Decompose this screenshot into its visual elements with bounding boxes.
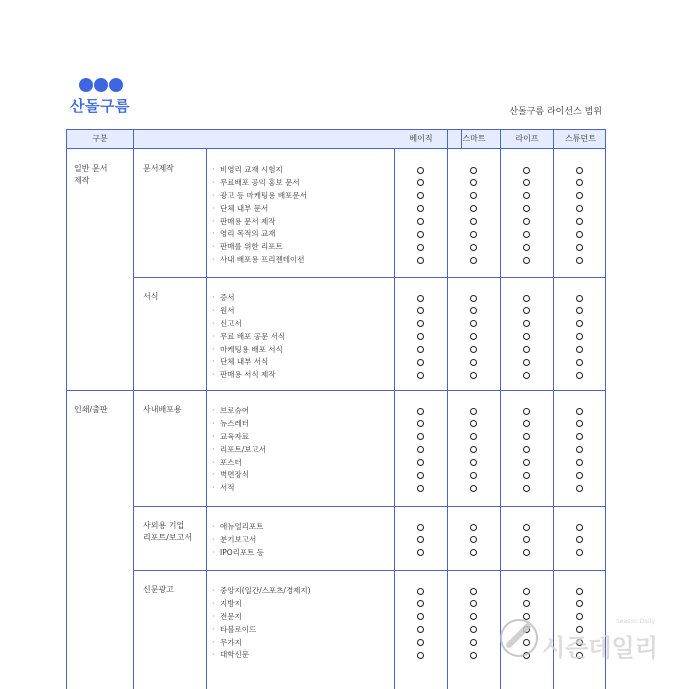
allowed-mark [470,179,477,186]
col-divider [500,149,501,689]
allowed-mark [576,600,583,607]
allowed-mark [470,420,477,427]
allowed-mark [523,346,530,353]
watermark [498,614,668,664]
allowed-mark [417,420,424,427]
usage-item: · 지방지 [212,598,311,611]
group-divider [133,506,606,507]
allowed-mark [576,420,583,427]
allowed-mark [523,320,530,327]
allowed-mark [470,626,477,633]
col-divider [66,149,67,689]
usage-item: · 교육자료 [212,431,266,444]
bullet-dot: · [212,534,215,544]
allowed-mark [523,307,530,314]
allowed-mark [576,167,583,174]
bullet-dot: · [212,624,215,634]
allowed-mark [417,192,424,199]
allowed-mark [523,549,530,556]
allowed-mark [470,244,477,251]
allowed-mark [417,588,424,595]
allowed-mark [417,485,424,492]
allowed-mark [417,218,424,225]
usage-list [212,585,311,662]
allowed-mark [576,307,583,314]
allowed-mark [523,588,530,595]
allowed-mark [417,433,424,440]
allowed-mark [417,524,424,531]
allowed-mark [576,295,583,302]
bullet-dot: · [212,611,215,621]
allowed-mark [417,536,424,543]
group-label: 서식 [143,292,159,301]
allowed-mark [470,639,477,646]
col-divider [553,149,554,689]
usage-item: · 리포트/보고서 [212,444,266,457]
allowed-mark [470,231,477,238]
allowed-mark [523,446,530,453]
allowed-mark [523,244,530,251]
logo-cloud-icon [79,78,123,92]
allowed-mark [523,372,530,379]
bullet-dot: · [212,293,215,302]
allowed-mark [576,446,583,453]
bullet-dot: · [212,357,215,367]
allowed-mark [576,346,583,353]
allowed-mark [523,192,530,199]
allowed-mark [523,205,530,212]
usage-item: · 타블로이드 [212,624,311,637]
allowed-mark [417,179,424,186]
usage-item: · 무료 배포 공문 서식 [212,331,285,344]
allowed-mark [470,652,477,659]
allowed-mark [576,459,583,466]
bullet-dot: · [212,457,215,467]
bullet-dot: · [212,242,215,252]
allowed-mark [417,320,424,327]
col-divider [394,149,395,689]
allowed-mark [523,295,530,302]
usage-item: · 영리 목적의 교재 [212,228,307,241]
allowed-mark [576,320,583,327]
allowed-mark [470,346,477,353]
bullet-dot: · [212,650,215,660]
allowed-mark [417,600,424,607]
allowed-mark [470,524,477,531]
bullet-dot: · [212,344,215,354]
allowed-mark [576,433,583,440]
allowed-mark [523,485,530,492]
group-label: 사내배포용 [143,405,182,414]
col-divider [133,149,134,689]
allowed-mark [417,472,424,479]
allowed-mark [417,549,424,556]
allowed-mark [576,359,583,366]
allowed-mark [470,536,477,543]
allowed-mark [417,639,424,646]
bullet-dot: · [212,470,215,480]
bullet-dot: · [212,370,215,380]
bullet-dot: · [212,444,215,454]
allowed-mark [523,179,530,186]
allowed-mark [470,257,477,264]
bullet-dot: · [212,598,215,608]
category-divider [66,390,606,391]
allowed-mark [417,626,424,633]
allowed-mark [470,408,477,415]
header-plan-basic: 베이직 [395,130,448,148]
usage-item: · 무료배포 공익 홍보 문서 [212,177,307,190]
allowed-mark [576,231,583,238]
header-plan-student: 스튜던트 [565,134,596,143]
allowed-mark [470,295,477,302]
allowed-mark [576,536,583,543]
group-label: 신문광고 [143,585,174,594]
allowed-mark [470,446,477,453]
bullet-dot: · [212,229,215,239]
group-divider [133,277,606,278]
watermark-text: 시즌데일리 [542,634,658,662]
usage-item: · IPO리포트 등 [212,547,264,560]
usage-item: · 광고 등 마케팅용 배포문서 [212,190,307,203]
col-divider [206,149,207,689]
allowed-mark [417,359,424,366]
allowed-mark [470,333,477,340]
allowed-mark [470,320,477,327]
bullet-dot: · [212,483,215,493]
allowed-mark [470,192,477,199]
allowed-mark [576,588,583,595]
allowed-mark [417,307,424,314]
allowed-mark [523,433,530,440]
bullet-dot: · [212,418,215,428]
document-title: 산돌구름 라이선스 범위 [509,107,602,117]
allowed-mark [523,333,530,340]
allowed-mark [576,485,583,492]
usage-item: · 증서 [212,292,285,305]
usage-item: · 무가지 [212,637,311,650]
allowed-mark [576,244,583,251]
bullet-dot: · [212,165,215,174]
col-divider [447,149,448,689]
allowed-mark [523,459,530,466]
allowed-mark [417,652,424,659]
allowed-mark [417,613,424,620]
allowed-mark [417,346,424,353]
group-divider [133,570,606,571]
allowed-mark [523,524,530,531]
license-table [66,129,606,689]
allowed-mark [470,307,477,314]
allowed-mark [523,420,530,427]
allowed-mark [470,205,477,212]
usage-list [212,521,264,560]
usage-item: · 단체 내부 문서 [212,203,307,216]
allowed-mark [417,295,424,302]
bullet-dot: · [212,255,215,265]
allowed-mark [523,536,530,543]
allowed-mark [470,459,477,466]
header-plan-smart: 스마트 [448,130,501,148]
allowed-mark [417,408,424,415]
usage-item: · 마케팅용 배포 서식 [212,344,285,357]
usage-item: · 판매를 위한 리포트 [212,241,307,254]
allowed-mark [523,218,530,225]
allowed-mark [470,549,477,556]
bullet-dot: · [212,522,215,531]
bullet-dot: · [212,318,215,328]
watermark-small-text: Season Daily [616,618,655,625]
usage-list [212,164,307,267]
allowed-mark [470,600,477,607]
allowed-mark [470,372,477,379]
allowed-mark [523,408,530,415]
allowed-mark [523,231,530,238]
allowed-mark [576,179,583,186]
allowed-mark [470,472,477,479]
bullet-dot: · [212,203,215,213]
logo [70,78,140,120]
usage-item: · 신고서 [212,318,285,331]
allowed-mark [417,231,424,238]
allowed-mark [470,359,477,366]
allowed-mark [576,472,583,479]
allowed-mark [470,588,477,595]
usage-item: · 벽면장식 [212,469,266,482]
usage-item: · 서적 [212,482,266,495]
bullet-dot: · [212,637,215,647]
usage-item: · 판매용 문서 제작 [212,216,307,229]
usage-item: · 분기보고서 [212,534,264,547]
usage-item: · 단체 내부 서식 [212,356,285,369]
usage-item: · 판매용 서식 제작 [212,369,285,382]
allowed-mark [523,359,530,366]
usage-item: · 사내 배포용 프리젠테이션 [212,254,307,267]
allowed-mark [417,205,424,212]
header-category: 구분 [67,130,134,148]
usage-item: · 대학신문 [212,649,311,662]
allowed-mark [417,459,424,466]
usage-item: · 비영리 교재 시험지 [212,164,307,177]
table-header [66,129,606,149]
bullet-dot: · [212,305,215,315]
group-label: 사외용 기업 리포트/보고서 [143,521,193,542]
allowed-mark [523,472,530,479]
allowed-mark [417,333,424,340]
group-label: 문서제작 [143,164,174,173]
usage-item: · 뉴스레터 [212,418,266,431]
allowed-mark [417,446,424,453]
allowed-mark [576,257,583,264]
bullet-dot: · [212,216,215,226]
allowed-mark [523,600,530,607]
usage-item: · 포스터 [212,457,266,470]
allowed-mark [417,372,424,379]
allowed-mark [523,257,530,264]
bullet-dot: · [212,406,215,415]
allowed-mark [576,549,583,556]
usage-item: · 중앙지(일간/스포츠/경제지) [212,585,311,598]
bullet-dot: · [212,547,215,557]
col-divider [605,149,606,689]
allowed-mark [417,167,424,174]
header-plan-life: 라이프 [501,130,554,148]
usage-list [212,405,266,495]
category-label: 일반 문서 제작 [74,164,108,185]
allowed-mark [523,167,530,174]
bullet-dot: · [212,190,215,200]
usage-list [212,292,285,382]
allowed-mark [470,485,477,492]
usage-item: · 원서 [212,305,285,318]
category-label: 인쇄/출판 [74,405,108,414]
allowed-mark [576,218,583,225]
logo-text: 산돌구름 [70,97,130,115]
allowed-mark [470,167,477,174]
allowed-mark [417,257,424,264]
bullet-dot: · [212,177,215,187]
bullet-dot: · [212,431,215,441]
usage-item: · 브로슈어 [212,405,266,418]
allowed-mark [576,524,583,531]
allowed-mark [576,408,583,415]
usage-item: · 전문지 [212,611,311,624]
allowed-mark [576,192,583,199]
bullet-dot: · [212,331,215,341]
allowed-mark [470,218,477,225]
bullet-dot: · [212,586,215,595]
allowed-mark [417,244,424,251]
allowed-mark [576,333,583,340]
usage-item: · 애뉴얼리포트 [212,521,264,534]
allowed-mark [576,372,583,379]
allowed-mark [470,433,477,440]
allowed-mark [470,613,477,620]
allowed-mark [576,205,583,212]
